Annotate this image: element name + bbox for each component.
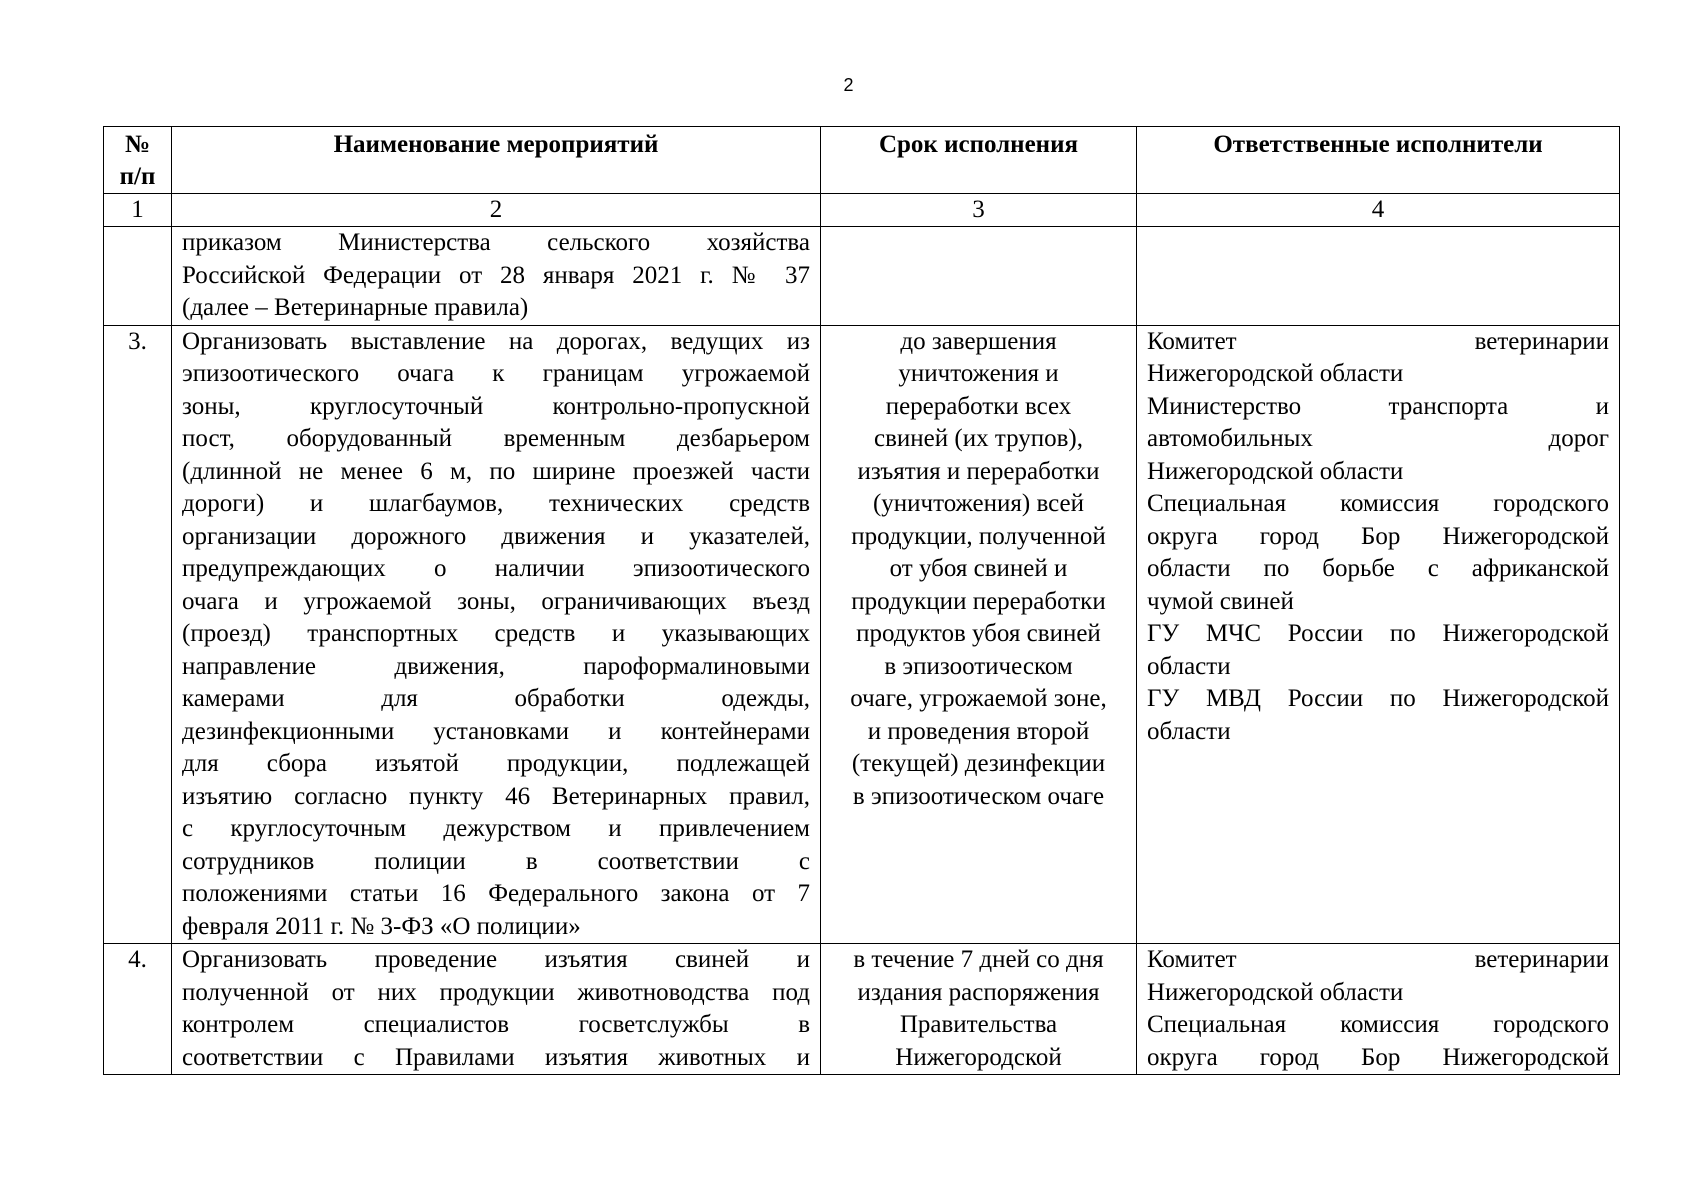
header-name: Наименование мероприятий <box>172 127 821 194</box>
column-number: 1 <box>104 194 172 227</box>
text-line: камерами для обработки одежды, <box>182 685 810 712</box>
text-line: (текущей) дезинфекции <box>851 750 1106 777</box>
text-line: округа город Бор Нижегородской <box>1147 522 1609 550</box>
text-line: положениями статьи 16 Федерального закона от 7 <box>182 880 810 907</box>
text-line: Нижегородской области <box>1147 457 1404 485</box>
text-line: с круглосуточным дежурством и привлечением <box>182 815 810 842</box>
text-line: направление движения, пароформалиновыми <box>182 652 810 680</box>
text-line: пост, оборудованный временным дезбарьером <box>182 425 810 452</box>
executor-entry <box>1147 391 1609 489</box>
text-line: (уничтожения) всей <box>872 490 1085 517</box>
text-line: Специальная комиссия городского <box>1147 490 1609 517</box>
executor-entry <box>1147 1009 1609 1074</box>
text-line: свиней (их трупов), <box>874 425 1083 452</box>
text-line: продуктов убоя свиней <box>856 620 1101 647</box>
text-line: уничтожения и <box>898 360 1059 387</box>
header-executors: Ответственные исполнители <box>1137 127 1620 194</box>
text-line: Нижегородской области <box>1147 360 1404 387</box>
text-line: соответствии с Правилами изъятия животных и <box>182 1043 810 1071</box>
text-line: для сбора изъятой продукции, подлежащей <box>182 750 810 777</box>
header-term: Срок исполнения <box>821 127 1137 194</box>
text-line: ГУ МВД России по Нижегородской <box>1147 685 1609 712</box>
text-line: эпизоотического очага к границам угрожаемой <box>182 360 810 387</box>
table-header-row <box>104 127 1620 194</box>
responsible-executors <box>1137 325 1620 944</box>
text-line: полученной от них продукции животноводства под <box>182 978 810 1006</box>
text-line: до завершения <box>900 327 1057 355</box>
text-line: (далее – Ветеринарные правила) <box>182 294 529 321</box>
text-line: в течение 7 дней со дня <box>853 946 1104 973</box>
text-line: в эпизоотическом <box>884 652 1073 680</box>
text-line: области по борьбе с африканской <box>1147 555 1609 582</box>
executor-entry <box>1147 326 1609 391</box>
table-row <box>104 944 1620 1075</box>
text-line: изъятию согласно пункту 46 Ветеринарных правил, <box>182 782 810 810</box>
text-line: области <box>1147 717 1231 745</box>
measure-term <box>821 325 1137 944</box>
text-line: очаге, угрожаемой зоне, <box>850 685 1107 712</box>
measure-name <box>172 227 821 326</box>
text-line: Правительства <box>899 1011 1058 1038</box>
executor-entry <box>1147 488 1609 618</box>
text-line: предупреждающих о наличии эпизоотического <box>182 555 810 582</box>
text-line: контролем специалистов госветслужбы в <box>182 1011 810 1038</box>
executor-entry <box>1147 944 1609 1009</box>
text-line: (длинной не менее 6 м, по ширине проезжей части <box>182 457 810 485</box>
row-number: 3. <box>104 325 172 944</box>
row-number: 4. <box>104 944 172 1075</box>
text-line: автомобильных дорог <box>1147 425 1609 452</box>
text-line: издания распоряжения <box>857 978 1100 1006</box>
column-number: 3 <box>821 194 1137 227</box>
responsible-executors <box>1137 944 1620 1075</box>
text-line: февраля 2011 г. № 3-ФЗ «О полиции» <box>182 912 581 940</box>
text-line: приказом Министерства сельского хозяйства <box>182 229 810 256</box>
text-line: округа город Бор Нижегородской <box>1147 1043 1609 1071</box>
responsible-executors <box>1137 227 1620 326</box>
text-line: и проведения второй <box>867 717 1090 745</box>
text-line: Организовать проведение изъятия свиней и <box>182 946 810 973</box>
text-line: Нижегородской области <box>1147 978 1404 1006</box>
table-row <box>104 325 1620 944</box>
text-line: продукции, полученной <box>851 522 1106 550</box>
column-number-row <box>104 194 1620 227</box>
measures-table <box>103 126 1620 1075</box>
text-line: ГУ МЧС России по Нижегородской <box>1147 620 1609 647</box>
text-line: организации дорожного движения и указателей, <box>182 522 810 550</box>
measure-name <box>172 944 821 1075</box>
text-line: сотрудников полиции в соответствии с <box>182 847 810 875</box>
text-line: Министерство транспорта и <box>1147 392 1609 420</box>
column-number: 4 <box>1137 194 1620 227</box>
text-line: Комитет ветеринарии <box>1147 327 1609 355</box>
measure-term <box>821 227 1137 326</box>
page-number: 2 <box>843 75 854 95</box>
executor-entry <box>1147 618 1609 683</box>
table-row <box>104 227 1620 326</box>
text-line: от убоя свиней и <box>889 555 1068 582</box>
text-line: Специальная комиссия городского <box>1147 1011 1609 1038</box>
text-line: Нижегородской <box>895 1043 1062 1071</box>
measure-term <box>821 944 1137 1075</box>
text-line: дезинфекционными установками и контейнерами <box>182 717 810 745</box>
text-line: изъятия и переработки <box>857 457 1100 485</box>
text-line: области <box>1147 652 1231 680</box>
text-line: зоны, круглосуточный контрольно-пропускной <box>182 392 810 420</box>
column-number: 2 <box>172 194 821 227</box>
text-line: очага и угрожаемой зоны, ограничивающих въезд <box>182 587 810 615</box>
text-line: дороги) и шлагбаумов, технических средств <box>182 490 810 517</box>
text-line: в эпизоотическом очаге <box>852 782 1105 810</box>
text-line: продукции переработки <box>851 587 1106 615</box>
text-line: Российской Федерации от 28 января 2021 г. № 37 <box>182 261 810 289</box>
text-line: Организовать выставление на дорогах, ведущих из <box>182 327 810 355</box>
text-line: Комитет ветеринарии <box>1147 946 1609 973</box>
executor-entry <box>1147 683 1609 748</box>
row-number <box>104 227 172 326</box>
header-num: № п/п <box>104 127 172 194</box>
measure-name <box>172 325 821 944</box>
text-line: (проезд) транспортных средств и указывающих <box>182 620 810 647</box>
text-line: чумой свиней <box>1147 587 1294 615</box>
text-line: переработки всех <box>885 392 1072 420</box>
